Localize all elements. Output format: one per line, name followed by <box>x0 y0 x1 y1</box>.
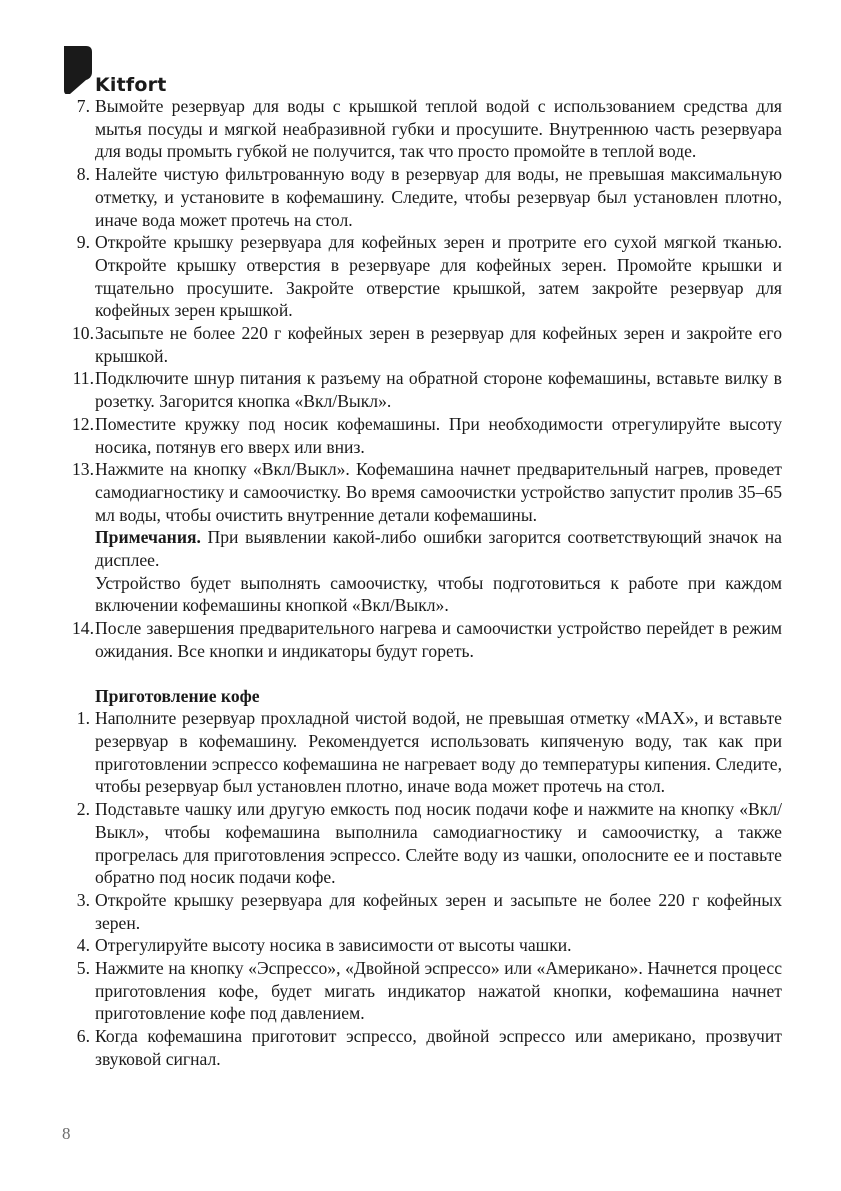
step-number: 13. <box>72 459 94 480</box>
coffee-steps-list <box>60 707 782 1070</box>
step-text: Откройте крышку резервуара для кофейных зерен и засыпьте не более 220 г кофейных зерен. <box>95 889 782 933</box>
brand-logo <box>64 46 167 94</box>
step-text: Налейте чистую фильтрованную воду в резервуар для воды, не превышая максимальную отметку, и установите в кофемашину. Следите, чтобы резервуар был установлен плотно, иначе вода может протечь на стол. <box>95 164 782 230</box>
step-9 <box>60 231 782 322</box>
coffee-step-5 <box>60 957 782 1025</box>
step-7 <box>60 95 782 163</box>
coffee-step-4 <box>60 934 782 957</box>
step-text: Подставьте чашку или другую емкость под носик подачи кофе и нажмите на кнопку «Вкл/Выкл», чтобы кофемашина выполнила самодиагностику и самоочистку, а также прогрелась для приготовления эспрессо. Слейте воду из чашки, ополосните ее и поставьте обратно под носик подачи кофе. <box>95 799 782 888</box>
step-11 <box>60 367 782 412</box>
coffee-step-6 <box>60 1025 782 1070</box>
step-8 <box>60 163 782 231</box>
step-number: 1. <box>76 708 90 729</box>
step-text: Когда кофемашина приготовит эспрессо, двойной эспрессо или американо, прозвучит звуковой сигнал. <box>95 1026 782 1069</box>
note-label: Примечания. <box>95 527 201 548</box>
manual-content <box>60 95 782 1071</box>
step-text: Поместите кружку под носик кофемашины. При необходимости отрегулируйте высоту носика, потянув его вверх или вниз. <box>95 413 782 457</box>
step-text: Отрегулируйте высоту носика в зависимости от высоты чашки. <box>95 935 572 956</box>
step-number: 4. <box>76 935 90 956</box>
step-text: Засыпьте не более 220 г кофейных зерен в резервуар для кофейных зерен и закройте его крышкой. <box>95 323 782 366</box>
coffee-step-2 <box>60 798 782 889</box>
step-number: 12. <box>72 413 94 434</box>
step-number: 14. <box>72 618 94 639</box>
step-13 <box>60 458 782 617</box>
step-number: 8. <box>76 164 90 185</box>
step-number: 11. <box>72 368 94 389</box>
step-text: Нажмите на кнопку «Эспрессо», «Двойной эспрессо» или «Американо». Начнется процесс приготовления кофе, будет мигать индикатор нажатой кнопки, кофемашина начнет приготовление кофе под давлением. <box>95 958 782 1024</box>
step-number: 3. <box>76 889 90 910</box>
step-text: Нажмите на кнопку «Вкл/Выкл». Кофемашина начнет предварительный нагрев, проведет самодиагностику и самоочистку. Во время самоочистки устройство запустит пролив 35–65 мл воды, чтобы очистить внутренние детали кофемашины. <box>95 459 782 525</box>
setup-steps-list <box>60 95 782 663</box>
brand-name: Kitfort <box>95 74 167 96</box>
kitfort-logo-icon <box>64 46 92 94</box>
step-12 <box>60 413 782 458</box>
step-number: 9. <box>76 232 90 253</box>
step-extra-text: Устройство будет выполнять самоочистку, чтобы подготовиться к работе при каждом включении кофемашины кнопкой «Вкл/Выкл». <box>95 572 782 616</box>
coffee-step-1 <box>60 707 782 798</box>
step-number: 2. <box>76 799 90 820</box>
note-text: При выявлении какой-либо ошибки загорится соответствующий значок на дисплее. <box>95 527 782 571</box>
step-text: Наполните резервуар прохладной чистой водой, не превышая отметку «MAX», и вставьте резервуар в кофемашину. Рекомендуется использовать кипяченую воду, так как при приготовлении эспрессо кофемашина не нагревает воду до температуры кипения. Следите, чтобы резервуар был установлен плотно, иначе вода может протечь на стол. <box>95 708 782 797</box>
section-heading: Приготовление кофе <box>95 685 260 706</box>
step-text: Откройте крышку резервуара для кофейных зерен и протрите его сухой мягкой тканью. Откройте крышку отверстия в резервуаре для кофейных зерен. Промойте крышки и тщательно просушите. Закройте отверстие крышкой, затем закройте резервуар для кофейных зерен крышкой. <box>95 232 782 321</box>
step-text: Подключите шнур питания к разъему на обратной стороне кофемашины, вставьте вилку в розетку. Загорится кнопка «Вкл/Выкл». <box>95 368 782 412</box>
step-text: После завершения предварительного нагрева и самоочистки устройство перейдет в режим ожидания. Все кнопки и индикаторы будут гореть. <box>95 618 782 661</box>
coffee-step-3 <box>60 889 782 934</box>
page-number: 8 <box>62 1124 71 1143</box>
step-10 <box>60 322 782 367</box>
step-note <box>95 526 782 571</box>
step-14 <box>60 617 782 662</box>
step-number: 7. <box>76 96 90 116</box>
step-text: Вымойте резервуар для воды с крышкой теплой водой с использованием средства для мытья посуды и мягкой неабразивной губки и просушите. Внутреннюю часть резервуара для воды промыть губкой не получится, так что просто промойте в теплой воде. <box>95 96 782 162</box>
step-number: 10. <box>72 323 94 344</box>
step-number: 5. <box>76 958 90 979</box>
step-number: 6. <box>76 1026 90 1047</box>
